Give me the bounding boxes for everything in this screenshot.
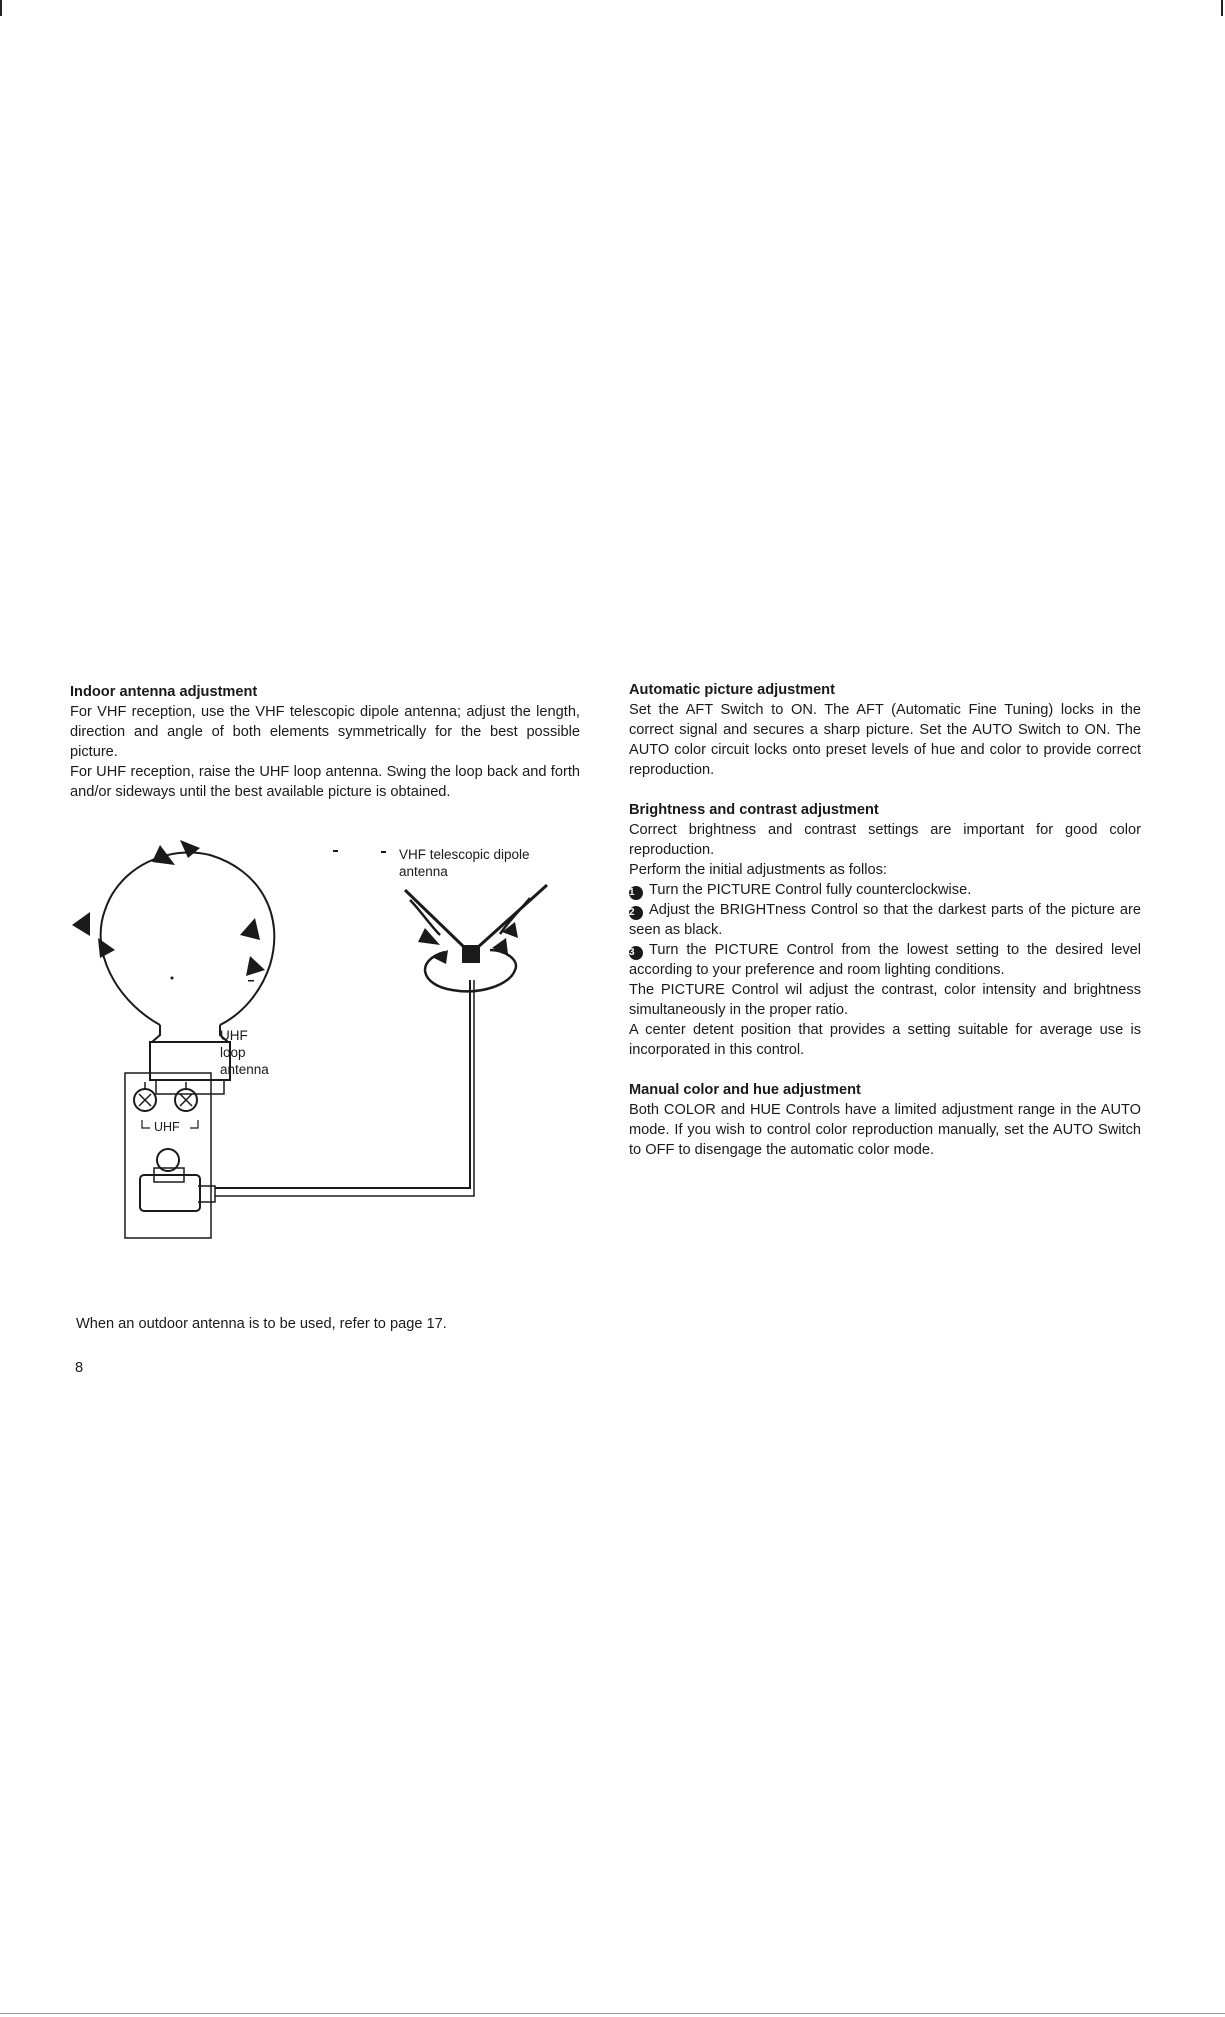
uhf-loop-label-line2: loop xyxy=(220,1045,246,1060)
indoor-antenna-section xyxy=(70,682,580,802)
page-number: 8 xyxy=(75,1360,84,1376)
left-column xyxy=(70,682,580,822)
uhf-loop-label-line1: UHF xyxy=(220,1028,248,1043)
terminal-panel xyxy=(125,1073,211,1238)
uhf-loop-label xyxy=(220,1027,269,1078)
manual-color-heading: Manual color and hue adjustment xyxy=(629,1082,861,1098)
step-text: Adjust the BRIGHTness Control so that the darkest parts of the picture are seen as black. xyxy=(629,902,1141,938)
brightness-contrast-heading: Brightness and contrast adjustment xyxy=(629,802,879,818)
step-text: Turn the PICTURE Control from the lowest setting to the desired level according to your preference and room lighting conditions. xyxy=(629,942,1141,978)
step-3 xyxy=(629,940,1141,980)
vhf-antenna-label-line1: VHF telescopic dipole xyxy=(399,847,530,862)
antenna-cable xyxy=(215,980,470,1188)
automatic-picture-paragraph: Set the AFT Switch to ON. The AFT (Automatic Fine Tuning) locks in the correct signal and secures a sharp picture. Set the AUTO Switch to ON. The AUTO color circuit locks onto preset levels of hue and color to provide correct reproduction. xyxy=(629,702,1141,778)
brightness-perform: Perform the initial adjustments as follos: xyxy=(629,862,887,878)
center-detent-note: A center detent position that provides a setting suitable for average use is incorporated in this control. xyxy=(629,1022,1141,1058)
picture-control-note: The PICTURE Control wil adjust the contrast, color intensity and brightness simultaneously in the proper ratio. xyxy=(629,982,1141,1018)
automatic-picture-section xyxy=(629,680,1141,780)
right-column xyxy=(629,680,1141,1180)
coax-plug xyxy=(140,1175,200,1211)
top-left-edge-mark xyxy=(0,0,2,16)
uhf-loop xyxy=(101,852,275,1025)
step-number-badge: 3 xyxy=(629,946,643,960)
step-text: Turn the PICTURE Control fully counterclockwise. xyxy=(649,882,972,898)
automatic-picture-heading: Automatic picture adjustment xyxy=(629,682,835,698)
step-2 xyxy=(629,900,1141,940)
vhf-rod-right xyxy=(477,885,547,948)
uhf-loop-label-line3: antenna xyxy=(220,1062,269,1077)
uhf-reception-paragraph: For UHF reception, raise the UHF loop antenna. Swing the loop back and forth and/or sideways until the best available picture is obtained. xyxy=(70,764,580,800)
brightness-contrast-section xyxy=(629,800,1141,1060)
step-1 xyxy=(629,880,1141,900)
top-right-edge-mark xyxy=(1221,0,1223,16)
antenna-diagram-drawing xyxy=(60,830,580,1250)
vhf-reception-paragraph: For VHF reception, use the VHF telescopic dipole antenna; adjust the length, direction and angle of both elements symmetrically for the best possible picture. xyxy=(70,704,580,760)
vhf-antenna-label xyxy=(399,846,530,880)
step-number-badge: 2 xyxy=(629,906,643,920)
loop-base-lower xyxy=(156,1080,224,1094)
loop-neck-left xyxy=(152,1025,160,1042)
uhf-terminal-label: UHF xyxy=(154,1120,180,1134)
bottom-edge-line xyxy=(0,2013,1225,2014)
dipole-mount xyxy=(463,946,479,962)
outdoor-antenna-note: When an outdoor antenna is to be used, refer to page 17. xyxy=(76,1316,447,1332)
manual-color-paragraph: Both COLOR and HUE Controls have a limited adjustment range in the AUTO mode. If you wish to control color reproduction manually, set the AUTO Switch to OFF to disengage the automatic color mode. xyxy=(629,1102,1141,1158)
vhf-rod-left xyxy=(405,890,465,948)
manual-color-section xyxy=(629,1080,1141,1160)
step-number-badge: 1 xyxy=(629,886,643,900)
antenna-diagram xyxy=(60,830,580,1250)
loop-base-block xyxy=(150,1042,230,1080)
vhf-antenna-label-line2: antenna xyxy=(399,864,448,879)
indoor-antenna-heading: Indoor antenna adjustment xyxy=(70,684,258,700)
brightness-intro: Correct brightness and contrast settings are important for good color reproduction. xyxy=(629,822,1141,858)
